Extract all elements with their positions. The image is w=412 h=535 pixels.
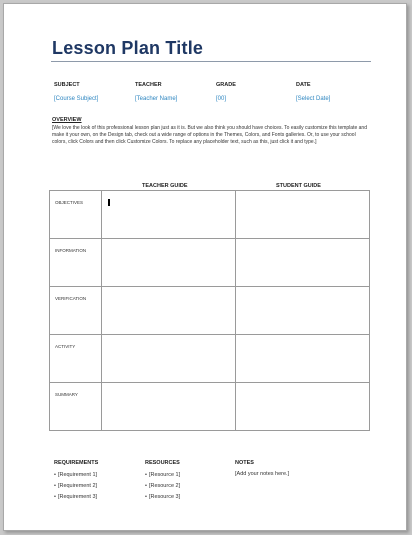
- resources-heading: RESOURCES: [145, 460, 180, 466]
- requirements-heading: REQUIREMENTS: [54, 460, 99, 466]
- student-guide-header: STUDENT GUIDE: [276, 183, 321, 189]
- requirements-list: [54, 470, 97, 503]
- grade-field[interactable]: [00]: [216, 96, 227, 102]
- row-label-verification: VERIFICATION: [50, 287, 102, 335]
- list-item[interactable]: • [Requirement 3]: [54, 494, 98, 500]
- list-item[interactable]: • [Requirement 1]: [54, 472, 98, 478]
- row-label-summary: SUMMARY: [50, 383, 102, 431]
- lesson-grid: [49, 190, 370, 431]
- list-item[interactable]: • [Requirement 2]: [54, 483, 98, 489]
- summary-teacher-cell[interactable]: [102, 383, 236, 431]
- document-page: [3, 3, 407, 531]
- notes-heading: NOTES: [235, 460, 254, 466]
- table-row: [50, 383, 370, 431]
- information-teacher-cell[interactable]: [102, 239, 236, 287]
- list-item[interactable]: • [Resource 2]: [145, 483, 181, 489]
- row-label-activity: ACTIVITY: [50, 335, 102, 383]
- notes-field[interactable]: [Add your notes here.]: [235, 471, 290, 477]
- table-row: [50, 287, 370, 335]
- activity-student-cell[interactable]: [236, 335, 370, 383]
- teacher-field[interactable]: [Teacher Name]: [135, 96, 178, 102]
- verification-teacher-cell[interactable]: [102, 287, 236, 335]
- table-row: [50, 335, 370, 383]
- subject-label: SUBJECT: [54, 82, 80, 88]
- overview-heading: OVERVIEW: [52, 117, 82, 123]
- table-row: [50, 191, 370, 239]
- text-cursor: [108, 199, 110, 206]
- objectives-teacher-cell[interactable]: [102, 191, 236, 239]
- subject-field[interactable]: [Course Subject]: [54, 96, 99, 102]
- page-title[interactable]: Lesson Plan Title: [52, 38, 204, 58]
- grade-label: GRADE: [216, 82, 236, 88]
- row-label-information: INFORMATION: [50, 239, 102, 287]
- table-row: [50, 239, 370, 287]
- list-item[interactable]: • [Resource 3]: [145, 494, 181, 500]
- activity-teacher-cell[interactable]: [102, 335, 236, 383]
- teacher-guide-header: TEACHER GUIDE: [142, 183, 188, 189]
- date-picker-field[interactable]: [Select Date]: [296, 96, 331, 102]
- summary-student-cell[interactable]: [236, 383, 370, 431]
- title-divider: [51, 61, 371, 62]
- objectives-student-cell[interactable]: [236, 191, 370, 239]
- teacher-label: TEACHER: [135, 82, 162, 88]
- verification-student-cell[interactable]: [236, 287, 370, 335]
- information-student-cell[interactable]: [236, 239, 370, 287]
- row-label-objectives: OBJECTIVES: [50, 191, 102, 239]
- list-item[interactable]: • [Resource 1]: [145, 472, 181, 478]
- resources-list: [145, 470, 180, 503]
- overview-text[interactable]: [We love the look of this professional lesson plan just as it is. But we also think you should have choices. To easily customize this template and make it your own, on the Design tab, check out a wide range of options in the Themes, Colors, and Fonts galleries. Or, to use your school colors, click Colors and then click Customize Colors. To replace any placeholder text, such as this, just click it and type.]: [52, 125, 367, 145]
- date-label: DATE: [296, 82, 311, 88]
